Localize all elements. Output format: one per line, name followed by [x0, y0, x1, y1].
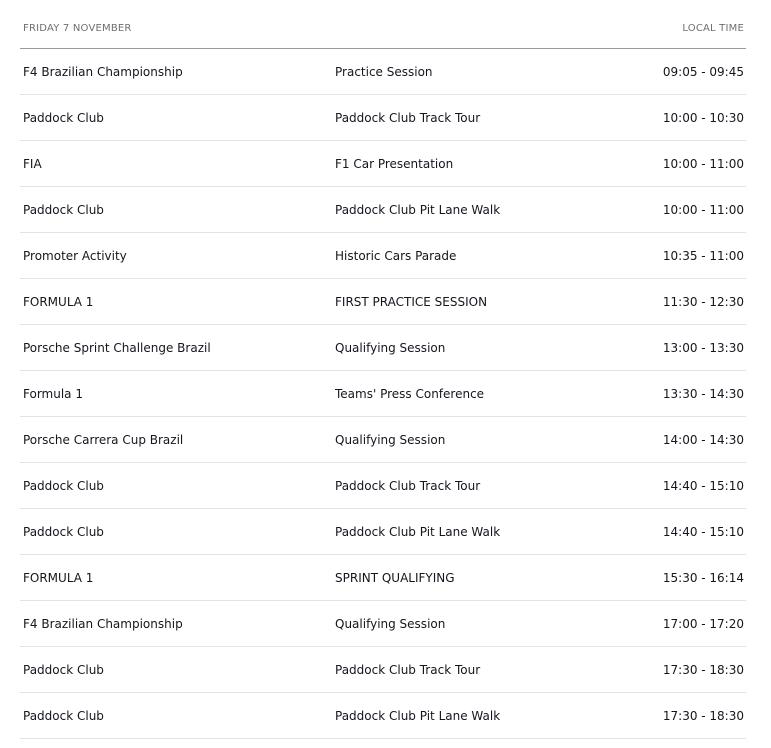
series-name: FIA	[23, 157, 42, 171]
session-name: Paddock Club Pit Lane Walk	[335, 709, 501, 723]
series-name: F4 Brazilian Championship	[23, 65, 183, 79]
session-time: 17:30 - 18:30	[662, 709, 744, 723]
session-time: 17:00 - 17:20	[662, 617, 744, 631]
session-time: 11:30 - 12:30	[662, 295, 744, 309]
session-row	[20, 509, 746, 555]
session-time: 13:30 - 14:30	[662, 387, 744, 401]
session-time: 13:00 - 13:30	[662, 341, 744, 355]
session-name: Practice Session	[335, 65, 433, 79]
series-name: Paddock Club	[23, 111, 104, 125]
session-name: Paddock Club Track Tour	[335, 663, 481, 677]
session-name: Paddock Club Pit Lane Walk	[335, 203, 501, 217]
session-name: Paddock Club Pit Lane Walk	[335, 525, 501, 539]
series-name: Porsche Carrera Cup Brazil	[23, 433, 184, 447]
series-name: FORMULA 1	[23, 295, 94, 309]
session-name: Teams' Press Conference	[335, 387, 485, 401]
session-name: Qualifying Session	[335, 617, 446, 631]
timezone-label: LOCAL TIME	[682, 23, 744, 34]
session-name: Qualifying Session	[335, 433, 446, 447]
session-time: 14:40 - 15:10	[662, 479, 744, 493]
session-time: 09:05 - 09:45	[662, 65, 744, 79]
schedule-header	[20, 10, 746, 49]
session-row	[20, 601, 746, 647]
session-name: SPRINT QUALIFYING	[335, 571, 455, 585]
session-time: 10:00 - 11:00	[662, 157, 744, 171]
session-time: 15:30 - 16:14	[662, 571, 744, 585]
session-row	[20, 141, 746, 187]
series-name: F4 Brazilian Championship	[23, 617, 183, 631]
series-name: Promoter Activity	[23, 249, 127, 263]
session-list	[20, 49, 746, 739]
session-row	[20, 463, 746, 509]
session-row	[20, 325, 746, 371]
series-name: Paddock Club	[23, 663, 104, 677]
session-row	[20, 647, 746, 693]
session-name: Paddock Club Track Tour	[335, 111, 481, 125]
session-time: 10:35 - 11:00	[662, 249, 744, 263]
series-name: Paddock Club	[23, 709, 104, 723]
series-name: Porsche Sprint Challenge Brazil	[23, 341, 211, 355]
schedule-table	[20, 10, 746, 739]
session-row	[20, 371, 746, 417]
session-time: 10:00 - 11:00	[662, 203, 744, 217]
session-row	[20, 417, 746, 463]
session-name: Qualifying Session	[335, 341, 446, 355]
day-heading: FRIDAY 7 NOVEMBER	[23, 23, 132, 34]
series-name: Formula 1	[23, 387, 83, 401]
session-time: 14:00 - 14:30	[662, 433, 744, 447]
session-row	[20, 95, 746, 141]
session-name: FIRST PRACTICE SESSION	[335, 295, 488, 309]
session-row	[20, 187, 746, 233]
session-name: F1 Car Presentation	[335, 157, 454, 171]
session-row	[20, 555, 746, 601]
session-time: 10:00 - 10:30	[662, 111, 744, 125]
series-name: Paddock Club	[23, 203, 104, 217]
session-row	[20, 693, 746, 739]
session-row	[20, 233, 746, 279]
session-name: Paddock Club Track Tour	[335, 479, 481, 493]
session-time: 17:30 - 18:30	[662, 663, 744, 677]
series-name: FORMULA 1	[23, 571, 94, 585]
session-name: Historic Cars Parade	[335, 249, 457, 263]
series-name: Paddock Club	[23, 479, 104, 493]
session-row	[20, 279, 746, 325]
session-row	[20, 49, 746, 95]
session-time: 14:40 - 15:10	[662, 525, 744, 539]
series-name: Paddock Club	[23, 525, 104, 539]
